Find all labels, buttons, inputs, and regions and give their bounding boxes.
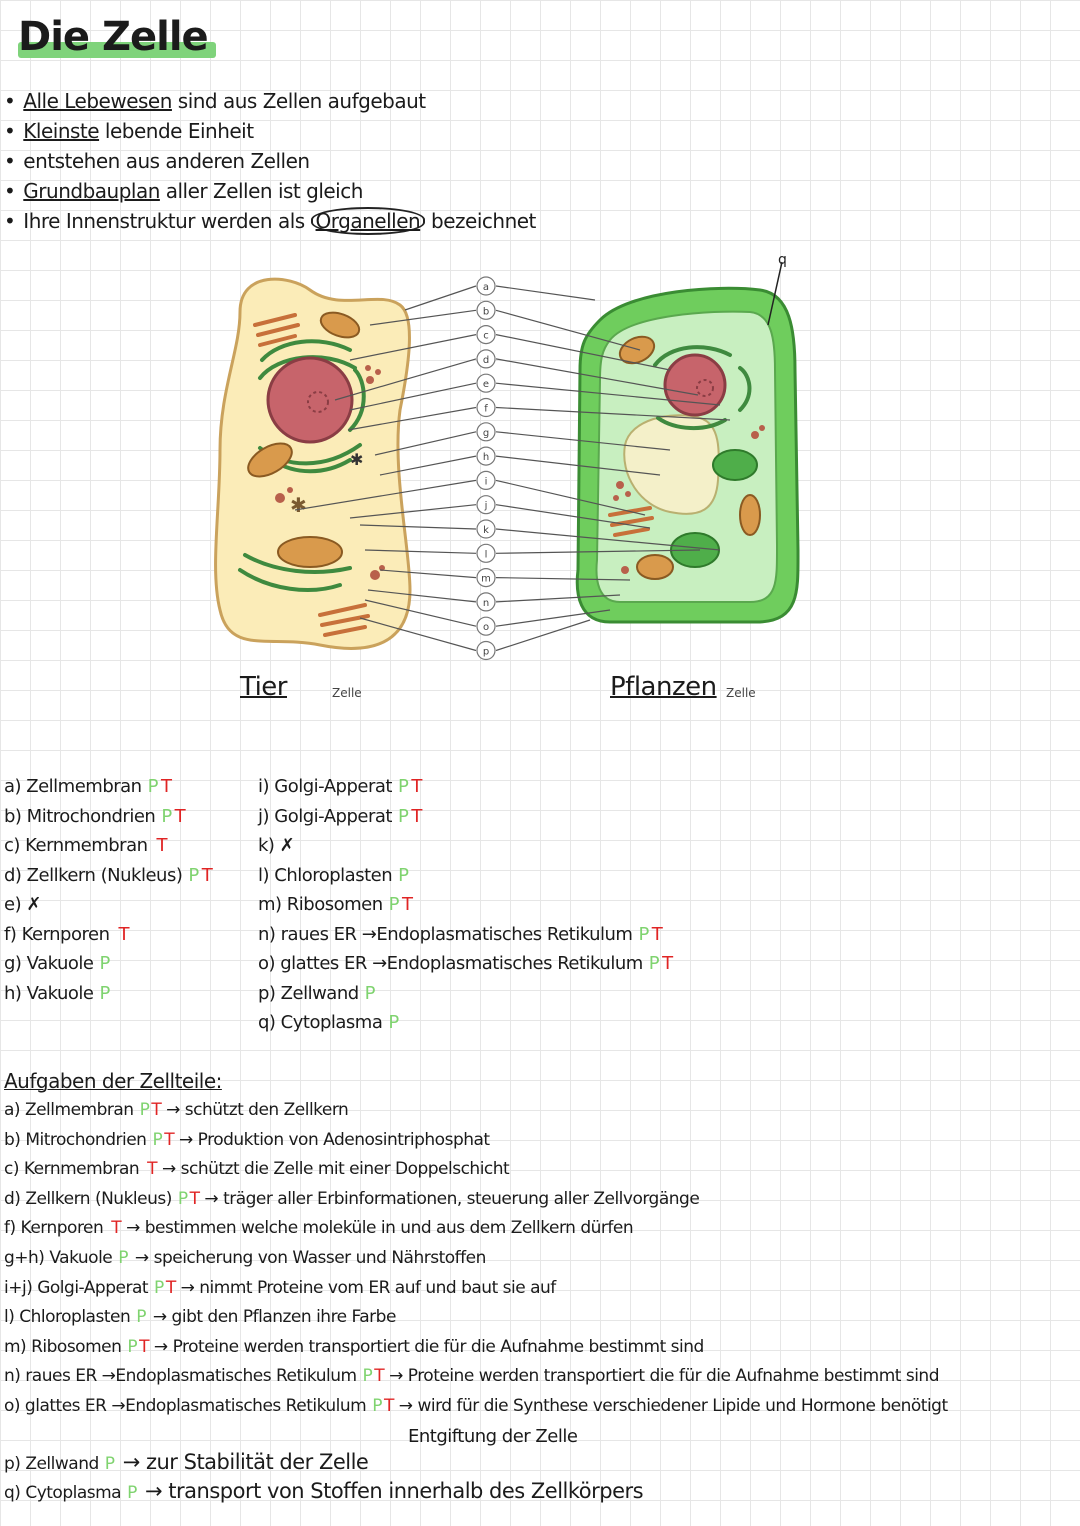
organelle-label [258, 949, 673, 979]
animal-caption: Tier [240, 672, 287, 702]
plant-mark: P [177, 1188, 188, 1209]
organelle-label [4, 861, 212, 891]
task-organelle: m) Ribosomen [4, 1336, 122, 1357]
organelle-label [258, 772, 673, 802]
animal-mark: T [164, 1129, 175, 1150]
plant-mark: P [161, 805, 172, 827]
plant-mark: P [136, 1307, 146, 1328]
task-item [4, 1126, 1074, 1156]
organelle-label [4, 772, 212, 802]
task-organelle: l) Chloroplasten [4, 1307, 131, 1328]
task-organelle: f) Kernporen [4, 1218, 104, 1239]
plant-mark: P [364, 982, 376, 1004]
fact-item: • entstehen aus anderen Zellen [4, 146, 536, 176]
task-item [4, 1333, 1074, 1363]
organelle-name: p) Zellwand [258, 982, 359, 1004]
plant-mark: P [139, 1100, 150, 1120]
animal-mark: T [411, 776, 422, 797]
organelle-name: i) Golgi-Apperat [258, 776, 392, 797]
task-organelle: n) raues ER →Endoplasmatisches Retikulum [4, 1366, 357, 1387]
leader-line-left [405, 286, 476, 310]
marker-label: d [482, 354, 490, 366]
organelle-label [4, 890, 212, 920]
marker-label: m [481, 573, 491, 585]
organelle-name: b) Mitrochondrien [4, 805, 156, 827]
fact-item: • Grundbauplan aller Zellen ist gleich [4, 176, 536, 206]
plant-mark: P [147, 776, 158, 797]
task-organelle: a) Zellmembran [4, 1100, 134, 1120]
organelle-label [4, 802, 212, 832]
task-item [4, 1477, 1074, 1507]
animal-mark: T [165, 1277, 176, 1298]
plant-caption-zelle: Zelle [726, 686, 756, 700]
organelle-list-right [258, 772, 673, 1038]
organelle-label [258, 861, 673, 891]
marker-label: l [484, 549, 488, 561]
fact-item: • Alle Lebewesen sind aus Zellen aufgebaut [4, 86, 536, 116]
animal-nucleus [268, 358, 352, 442]
task-item [4, 1096, 1074, 1126]
task-description: → nimmt Proteine vom ER auf und baut sie auf [175, 1277, 556, 1298]
animal-mark: T [139, 1336, 150, 1357]
plant-mark: P [188, 864, 199, 886]
task-item [4, 1392, 1074, 1422]
organelle-list-left [4, 772, 212, 1008]
marker-label: i [484, 476, 488, 488]
marker-label: c [483, 330, 489, 342]
organelle-label [258, 890, 673, 920]
task-description: → Produktion von Adenosintriphosphat [174, 1129, 490, 1150]
task-description: → wird für die Synthese verschiedener Lipide und Hormone benötigt [393, 1395, 948, 1416]
animal-mark: T [662, 953, 673, 974]
marker-label: j [484, 500, 488, 512]
page-title: Die Zelle [18, 14, 208, 60]
tasks-heading: Aufgaben der Zellteile: [4, 1069, 222, 1093]
animal-mark: T [651, 923, 663, 945]
plant-mark: P [127, 1483, 137, 1504]
plant-mark: P [638, 923, 649, 945]
organelle-label [4, 920, 212, 950]
animal-mark: T [118, 923, 129, 945]
marker-label: k [483, 525, 489, 536]
plant-nucleus [665, 355, 725, 415]
animal-mark: T [160, 776, 172, 797]
organelle-label [4, 831, 212, 861]
task-organelle: p) Zellwand [4, 1453, 99, 1474]
organelle-label [258, 831, 673, 861]
marker-label: g [482, 427, 490, 439]
animal-caption-zelle: Zelle [332, 686, 362, 700]
marker-label: n [482, 597, 490, 609]
centriole-star-2: ✱ [350, 450, 364, 469]
task-organelle: g+h) Vakuole [4, 1247, 113, 1268]
cell-illustration [200, 250, 830, 730]
plant-mark: P [648, 953, 660, 974]
organelle-label [258, 1008, 673, 1038]
organelle-name: c) Kernmembran [4, 835, 148, 856]
task-organelle: o) glattes ER →Endoplasmatisches Retikulum [4, 1395, 367, 1416]
marker-label: f [484, 403, 488, 415]
task-item [4, 1185, 1074, 1215]
marker-label: b [482, 306, 490, 318]
task-organelle: d) Zellkern (Nukleus) [4, 1188, 172, 1209]
organelle-label [258, 920, 673, 950]
plant-mark: P [397, 805, 409, 827]
marker-label: e [482, 379, 490, 391]
fact-item: • Ihre Innenstruktur werden als Organellen bezeichnet [4, 206, 536, 236]
organelle-name: k) ✗ [258, 835, 295, 856]
task-item [4, 1244, 1074, 1274]
plant-mark: P [397, 776, 409, 797]
plant-mark: P [372, 1395, 382, 1416]
plant-mark: P [99, 953, 110, 974]
task-description: → träger aller Erbinformationen, steuerung aller Zellvorgänge [199, 1188, 700, 1209]
organelle-name: m) Ribosomen [258, 894, 383, 915]
plant-mark: P [99, 982, 110, 1004]
animal-mark: T [402, 894, 413, 915]
organelle-name: q) Cytoplasma [258, 1012, 383, 1033]
task-item [4, 1362, 1074, 1392]
task-description: → schützt die Zelle mit einer Doppelschicht [157, 1159, 510, 1180]
plant-cell [577, 288, 798, 622]
organelle-label [258, 802, 673, 832]
plant-mark: P [104, 1453, 115, 1474]
animal-mark: T [411, 805, 422, 827]
facts-list [4, 86, 536, 236]
fact-item: • Kleinste lebende Einheit [4, 116, 536, 146]
animal-mark: T [111, 1218, 122, 1239]
organelle-name: l) Chloroplasten [258, 864, 393, 886]
plant-caption: Pflanzen [610, 672, 717, 702]
task-description: → speicherung von Wasser und Nährstoffen [130, 1247, 486, 1268]
animal-mark: T [174, 805, 186, 827]
cell-diagram [200, 250, 830, 730]
task-description: → schützt den Zellkern [161, 1100, 349, 1120]
organelle-label [258, 979, 673, 1009]
plant-mark: P [388, 1012, 399, 1033]
organelle-name: n) raues ER →Endoplasmatisches Retikulum [258, 923, 633, 945]
organelle-name: h) Vakuole [4, 982, 94, 1004]
task-extra-note: Entgiftung der Zelle [408, 1426, 578, 1447]
plant-mark: P [388, 894, 399, 915]
marker-label: p [482, 646, 490, 658]
task-description: → zur Stabilität der Zelle [116, 1449, 369, 1474]
organelle-label [4, 979, 212, 1009]
task-organelle: i+j) Golgi-Apperat [4, 1277, 149, 1298]
plant-mark: P [154, 1277, 164, 1298]
plant-mark: P [362, 1366, 373, 1387]
task-organelle: c) Kernmembran [4, 1159, 140, 1180]
plant-mark: P [127, 1336, 138, 1357]
marker-label-q: q [778, 252, 787, 268]
animal-mark: T [151, 1100, 162, 1120]
task-item [4, 1274, 1074, 1304]
plant-mark: P [152, 1129, 163, 1150]
marker-label: o [482, 622, 490, 634]
organelle-name: o) glattes ER →Endoplasmatisches Retikulum [258, 953, 643, 974]
animal-mark: T [189, 1188, 200, 1209]
organelle-name: g) Vakuole [4, 953, 94, 974]
leader-line-right [496, 286, 595, 300]
task-item [4, 1303, 1074, 1333]
centriole-star: ✱ [290, 493, 307, 517]
marker-label: h [482, 452, 490, 464]
task-description: → Proteine werden transportiert die für die Aufnahme bestimmt sind [384, 1366, 939, 1387]
marker-column [477, 277, 495, 660]
animal-mark: T [384, 1395, 394, 1416]
task-item [4, 1155, 1074, 1185]
animal-mark: T [374, 1366, 385, 1387]
marker-label: a [482, 282, 490, 293]
plant-mark: P [118, 1247, 129, 1268]
organelle-label [4, 949, 212, 979]
task-description: → Proteine werden transportiert die für die Aufnahme bestimmt sind [149, 1336, 704, 1357]
animal-cell [216, 279, 410, 648]
task-item [4, 1448, 1074, 1478]
task-description: → bestimmen welche moleküle in und aus dem Zellkern dürfen [121, 1218, 634, 1239]
plant-mark: P [398, 864, 409, 886]
organelle-name: e) ✗ [4, 894, 41, 915]
task-item [4, 1214, 1074, 1244]
organelle-name: a) Zellmembran [4, 776, 142, 797]
task-description: → gibt den Pflanzen ihre Farbe [148, 1307, 396, 1328]
animal-mark: T [147, 1159, 158, 1180]
organelle-name: f) Kernporen [4, 923, 110, 945]
animal-mark: T [156, 835, 168, 856]
task-description: → transport von Stoffen innerhalb des Zellkörpers [138, 1479, 644, 1504]
organelle-name: j) Golgi-Apperat [258, 805, 392, 827]
animal-mark: T [201, 864, 213, 886]
task-organelle: b) Mitrochondrien [4, 1129, 147, 1150]
organelle-name: d) Zellkern (Nukleus) [4, 864, 183, 886]
task-organelle: q) Cytoplasma [4, 1483, 122, 1504]
